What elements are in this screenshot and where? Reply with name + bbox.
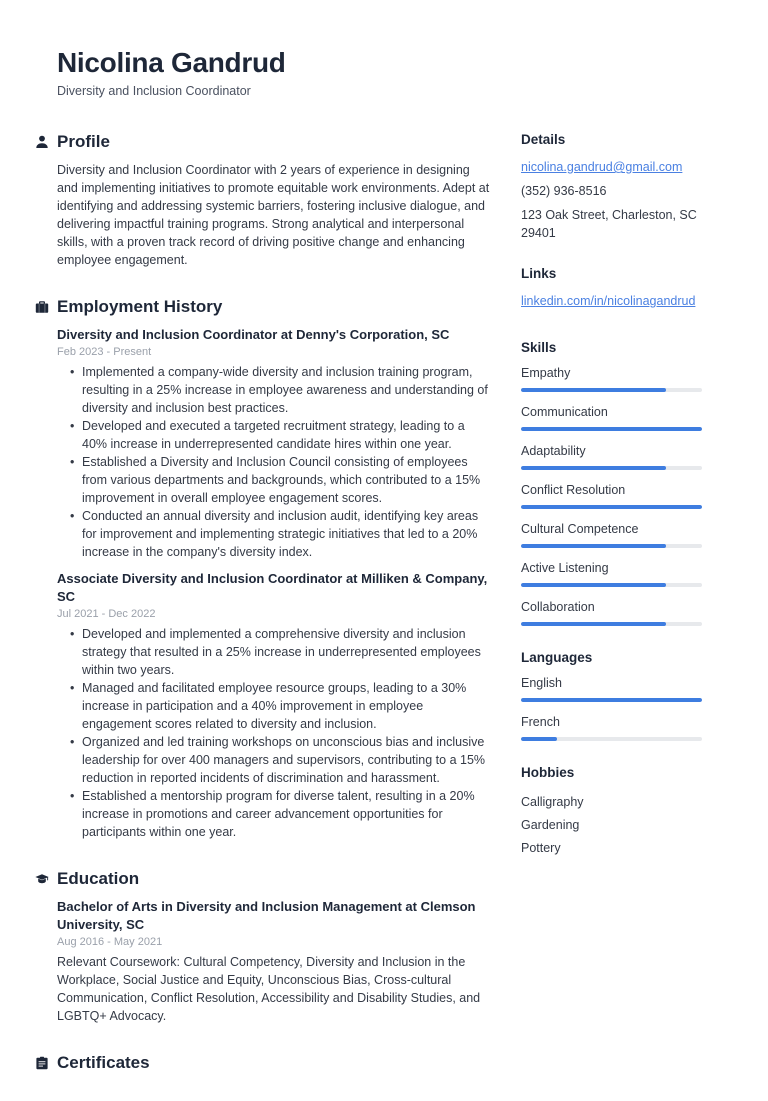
skill-label: Active Listening: [521, 561, 609, 575]
skill-bar-fill: [521, 427, 702, 431]
job-bullet: • Established a Diversity and Inclusion Council consisting of employees from various departments and backgrounds, which contributed to a 15% improvement in overall employee engagement scores.: [57, 453, 493, 507]
skill-bar: [521, 622, 702, 626]
job-title: Associate Diversity and Inclusion Coordinator at Milliken & Company, SC: [57, 571, 488, 604]
linkedin-link[interactable]: linkedin.com/in/nicolinagandrud: [521, 294, 696, 308]
language-bar-fill: [521, 737, 557, 741]
employment-section-title: Employment History: [57, 297, 223, 316]
skill-label: Cultural Competence: [521, 522, 639, 536]
hobby-item: Calligraphy: [521, 795, 584, 809]
skill-label: Empathy: [521, 366, 571, 380]
skill-bar: [521, 388, 702, 392]
certificates-section: [57, 1053, 493, 1073]
job-dates: Feb 2023 - Present: [57, 346, 152, 358]
main-column: [57, 132, 493, 1101]
skill-item: [521, 483, 711, 509]
languages-group: [521, 650, 711, 741]
language-bar: [521, 698, 702, 702]
job-bullet: • Organized and led training workshops on unconscious bias and inclusive leadership for over 400 managers and supervisors, contributing to a 15% reduction in reported incidents of discrimination and harassment.: [57, 733, 493, 787]
degree-title: Bachelor of Arts in Diversity and Inclusion Management at Clemson University, SC: [57, 899, 476, 932]
certificates-section-header: [35, 1053, 493, 1073]
job-bullet: • Developed and implemented a comprehensive diversity and inclusion strategy that resulted in a 25% increase in underrepresented employees within two years.: [57, 625, 493, 679]
resume-header: [57, 46, 711, 98]
address-line-1: 123 Oak Street, Charleston, SC: [521, 208, 697, 222]
skill-bar: [521, 505, 702, 509]
language-label: French: [521, 715, 560, 729]
profile-section: [57, 132, 493, 269]
job-bullet: • Implemented a company-wide diversity and inclusion training program, resulting in a 25% increase in employee awareness and understanding of diversity and inclusion best practices.: [57, 363, 493, 417]
hobby-item: Gardening: [521, 818, 580, 832]
skill-bar-fill: [521, 583, 666, 587]
skill-item: [521, 444, 711, 470]
candidate-name: Nicolina Gandrud: [57, 47, 286, 78]
graduation-cap-icon: [35, 872, 49, 886]
job-entry: [57, 570, 493, 841]
skill-item: [521, 522, 711, 548]
hobby-item: Pottery: [521, 841, 561, 855]
skill-label: Collaboration: [521, 600, 595, 614]
skill-bar-fill: [521, 466, 666, 470]
employment-section: [57, 297, 493, 841]
education-dates: Aug 2016 - May 2021: [57, 936, 163, 948]
language-item: [521, 676, 711, 702]
education-section: [57, 869, 493, 1025]
skill-label: Conflict Resolution: [521, 483, 626, 497]
job-title: Diversity and Inclusion Coordinator at Denny's Corporation, SC: [57, 327, 450, 342]
profile-summary: Diversity and Inclusion Coordinator with 2 years of experience in designing and implementing initiatives to promote equitable work environments. Adept at identifying and addressing systemic barriers, fostering inclusive dialogue, and delivering impactful training programs. Strong analytical and interpersonal skills, with a proven track record of driving positive change and enhancing employee engagement.: [57, 163, 490, 267]
skill-item: [521, 366, 711, 392]
skill-label: Adaptability: [521, 444, 586, 458]
education-section-header: [35, 869, 493, 889]
profile-section-title: Profile: [57, 132, 110, 151]
education-section-title: Education: [57, 869, 140, 888]
job-bullet-list: [57, 625, 493, 841]
candidate-job-title: Diversity and Inclusion Coordinator: [57, 84, 251, 98]
language-item: [521, 715, 711, 741]
hobbies-heading: Hobbies: [521, 765, 575, 780]
skill-item: [521, 561, 711, 587]
email-link[interactable]: nicolina.gandrud@gmail.com: [521, 160, 683, 174]
profile-section-header: [35, 132, 493, 152]
links-group: [521, 266, 711, 316]
skills-heading: Skills: [521, 340, 557, 355]
job-entry: [57, 326, 493, 561]
certificate-icon: [35, 1056, 49, 1070]
links-heading: Links: [521, 266, 557, 281]
language-bar-fill: [521, 698, 702, 702]
language-bar: [521, 737, 702, 741]
skill-bar: [521, 544, 702, 548]
skill-item: [521, 405, 711, 431]
languages-heading: Languages: [521, 650, 593, 665]
briefcase-icon: [35, 300, 49, 314]
job-bullet: • Conducted an annual diversity and inclusion audit, identifying key areas for improvement and implementing strategic initiatives that led to a 20% increase in the company's diversity index.: [57, 507, 493, 561]
skill-item: [521, 600, 711, 626]
job-bullet: • Developed and executed a targeted recruitment strategy, leading to a 40% increase in underrepresented candidate hires within one year.: [57, 417, 493, 453]
sidebar-column: [521, 132, 711, 884]
address-line-2: 29401: [521, 226, 556, 240]
hobbies-group: [521, 765, 711, 860]
job-bullet: • Established a mentorship program for diverse talent, resulting in a 20% increase in promotions and career advancement opportunities for participants within one year.: [57, 787, 493, 841]
skill-bar: [521, 466, 702, 470]
phone-number: (352) 936-8516: [521, 184, 607, 198]
skill-bar-fill: [521, 544, 666, 548]
content-columns: [57, 132, 711, 1101]
skill-bar-fill: [521, 388, 666, 392]
details-group: [521, 132, 711, 242]
details-heading: Details: [521, 132, 566, 147]
person-icon: [35, 135, 49, 149]
education-description: Relevant Coursework: Cultural Competency, Diversity and Inclusion in the Workplace, Social Justice and Equity, Unconscious Bias, Cross-cultural Communication, Conflict Resolution, Accessibility and Disability Studies, and LGBTQ+ Advocacy.: [57, 955, 481, 1023]
skills-group: [521, 340, 711, 626]
skill-bar: [521, 583, 702, 587]
education-entry: [57, 898, 493, 1025]
job-bullet-list: [57, 363, 493, 561]
skill-bar: [521, 427, 702, 431]
job-dates: Jul 2021 - Dec 2022: [57, 608, 156, 620]
skill-bar-fill: [521, 622, 666, 626]
employment-section-header: [35, 297, 493, 317]
skill-label: Communication: [521, 405, 608, 419]
language-label: English: [521, 676, 562, 690]
certificates-section-title: Certificates: [57, 1053, 150, 1072]
job-bullet: • Managed and facilitated employee resource groups, leading to a 30% increase in participation and a 40% improvement in employee engagement scores related to diversity and inclusion.: [57, 679, 493, 733]
skill-bar-fill: [521, 505, 702, 509]
